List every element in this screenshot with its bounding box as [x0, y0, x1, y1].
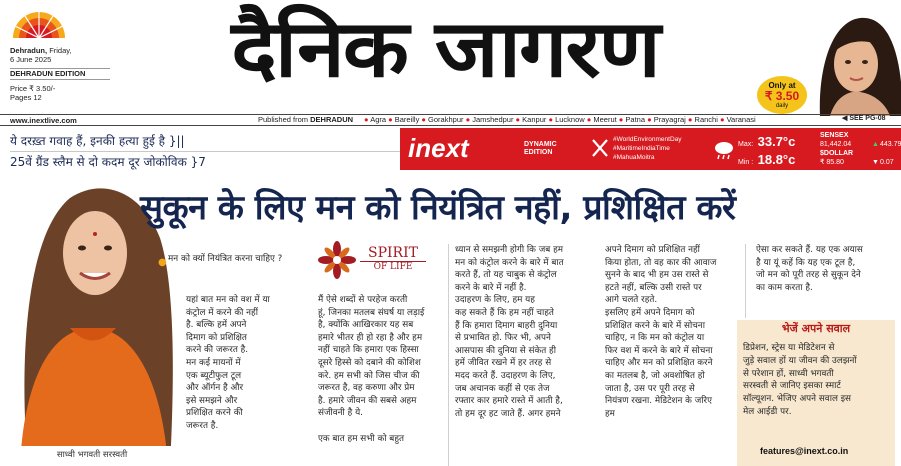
edition-line-2: EDITION — [524, 149, 553, 156]
column-4-line: आगे चलते रहते. — [605, 295, 658, 306]
column-2-line: हमारे भीतर ही हो रहा है और हम — [318, 332, 423, 343]
column-2-line: करे. हम सभी को जिस चीज की — [318, 370, 420, 381]
article-column-1 — [186, 294, 310, 433]
promo-price-badge — [757, 76, 807, 114]
column-1-line: इसे समझने और — [186, 395, 238, 406]
edition-line-1: DYNAMIC — [524, 141, 557, 148]
column-4-line: नियंत्रण रखना. मेडिटेशन के जरिए — [605, 396, 712, 407]
ask-box-title: भेजें अपने सवाल — [781, 322, 851, 335]
masthead-title: दैनिक जागरण — [231, 3, 659, 96]
publication-bar — [0, 114, 901, 126]
city-name: Bareilly — [394, 115, 420, 124]
column-2-line — [318, 420, 442, 433]
inext-logo: inext — [408, 133, 469, 163]
column-3-line: करते हैं, तो यह चाबुक से कंट्रोल — [455, 270, 557, 281]
ticker-headline-2[interactable]: 25वें ग्रैंड स्लैम से दो कदम दूर जोकोविक }7 — [10, 155, 206, 169]
dateline — [10, 46, 120, 64]
city-separator-icon: ● — [584, 115, 594, 124]
column-2-line: जरूरत है, वह करुणा और प्रेम — [318, 383, 415, 394]
edition-label: DEHRADUN EDITION — [10, 68, 110, 80]
column-2-line: मैं ऐसे शब्दों से परहेज करती — [318, 295, 408, 305]
city-name: Agra — [370, 115, 387, 124]
sensex-change: 443.79 — [880, 141, 901, 148]
ask-box-line: सरस्वती से जानिए इसका स्मार्ट — [743, 381, 841, 392]
city-separator-icon: ● — [364, 115, 371, 124]
column-2-line: नहीं चाहते कि हमारा एक हिस्सा — [318, 345, 419, 356]
column-3-line: कह सकते हैं कि हम नहीं चाहते — [455, 307, 554, 318]
article-column-2 — [318, 294, 442, 445]
column-2-line: हूं, जिनका मतलब संघर्ष या लड़ाई — [318, 307, 425, 318]
column-1-line: और ऑर्गन है और — [186, 383, 244, 394]
column-1-line: मन कई मायनों में — [186, 357, 241, 368]
spirit-logo-line-1: SPIRIT — [368, 245, 418, 261]
max-label: Max: — [738, 141, 754, 148]
price-text: Price ₹ 3.50/- — [10, 84, 56, 93]
column-3-line: से प्रभावित हो. फिर भी, अपने — [455, 333, 551, 344]
column-1-line: प्रशिक्षित करने की — [186, 408, 243, 419]
article-question: मन को क्यों नियंत्रित करना चाहिए ? — [168, 254, 283, 264]
column-rule — [448, 244, 449, 466]
city-separator-icon: ● — [463, 115, 473, 124]
column-3-line: हैं कि हमारा दिमाग बाहरी दुनिया — [455, 320, 558, 331]
column-4-line: हम — [605, 408, 615, 419]
price-block — [10, 84, 55, 102]
column-5-line: जो मन को पूरी तरह से सुकून देने — [756, 270, 861, 281]
city-separator-icon: ● — [386, 115, 395, 124]
city-name: Gorakhpur — [428, 115, 464, 124]
column-2-line: एक बात हम सभी को बहुत — [318, 433, 405, 444]
ask-box-body — [743, 342, 893, 419]
column-3-line: जब अचानक कहीं से एक तेज — [455, 383, 550, 394]
question-bullet-icon: ● — [158, 257, 167, 268]
ticker-headline-1[interactable]: ये दरख़्त गवाह हैं, इनकी हत्या हुई है }|| — [10, 131, 400, 152]
column-1-line: करने की जरूरत है. — [186, 345, 249, 356]
city-separator-icon: ● — [513, 115, 523, 124]
column-5-line: ऐसा कर सकते हैं. यह एक अयास — [756, 245, 863, 255]
dynamic-edition — [524, 141, 557, 157]
tag-2[interactable]: #MaritimeIndiaTime — [613, 145, 670, 152]
article-column-5 — [756, 244, 896, 294]
column-5-line: का काम करता है. — [756, 282, 813, 293]
column-rule — [745, 244, 746, 318]
dateline-date: 6 June 2025 — [10, 55, 52, 64]
tag-3[interactable]: #MahuaMoitra — [613, 154, 655, 161]
dollar-change: 0.07 — [880, 159, 894, 166]
column-3-line: करने के बारे में नहीं है. — [455, 282, 527, 293]
city-name: Jamshedpur — [472, 115, 514, 124]
published-from-city: DEHRADUN — [310, 115, 354, 124]
published-from — [258, 115, 353, 125]
column-2-line: है, क्योंकि आखिरकार यह सब — [318, 320, 414, 331]
city-name: Prayagraj — [653, 115, 686, 124]
ask-box-line: डिप्रेशन, स्ट्रेस या मेडिटेशन से — [743, 343, 835, 353]
city-separator-icon: ● — [546, 115, 556, 124]
promo-price: ₹ 3.50 — [764, 89, 800, 103]
jagran-sun-logo — [9, 8, 69, 38]
city-separator-icon: ● — [685, 115, 695, 124]
column-2-line: संजीवनी है ये. — [318, 408, 363, 419]
photo-caption: साध्वी भगवती सरस्वती — [0, 446, 184, 466]
x-icon — [592, 139, 608, 157]
column-1-line: दिमाग को प्रशिक्षित — [186, 332, 247, 343]
column-1-line: जरूरत है. — [186, 420, 219, 431]
see-page-link[interactable]: ◀ SEE PG-08 — [842, 115, 886, 122]
city-name: Lucknow — [555, 115, 585, 124]
column-2-line: है. हमारे जीवन की सबसे अहम — [318, 395, 417, 406]
published-from-label: Published from — [258, 115, 309, 124]
column-4-line: इसलिए हमें अपने दिमाग को — [605, 307, 695, 318]
promo-period: daily — [775, 103, 789, 109]
dateline-day: Friday, — [49, 46, 72, 55]
dateline-city: Dehradun, — [10, 46, 48, 55]
spirit-of-life-emblem — [318, 241, 356, 279]
sensex-label: SENSEX — [820, 132, 849, 139]
pages-text: Pages 12 — [10, 93, 42, 102]
weather-cloud-icon — [713, 140, 735, 160]
column-1-line: एक ब्यूटीफुल टूल — [186, 370, 242, 381]
ask-box-line: सॉल्यूशन. भेजिए अपने सवाल इस — [743, 394, 851, 405]
city-list — [364, 115, 756, 125]
column-3-line: आसपास की दुनिया से संकेत ही — [455, 345, 557, 356]
ask-box-email[interactable]: features@inext.co.in — [760, 446, 849, 456]
max-temp: 33.7°c — [757, 134, 796, 149]
article-headline: सुकून के लिए मन को नियंत्रित नहीं, प्रशिक्षित करें — [140, 188, 736, 228]
article-column-3 — [455, 244, 595, 420]
dollar-down-icon: ▼ — [872, 159, 879, 166]
sensex-up-icon: ▲ — [872, 141, 879, 148]
column-1-line: यहां बात मन को वश में या — [186, 295, 270, 305]
market-block — [820, 131, 900, 167]
column-4-line: अपने दिमाग को प्रशिक्षित नहीं — [605, 245, 700, 255]
column-3-line: मदद करते हैं. उदाहरण के लिए, — [455, 370, 556, 381]
column-4-line: का मतलब है, जो अवशोषित हो — [605, 370, 705, 381]
city-name: Kanpur — [522, 115, 547, 124]
sensex-value: 81,442.04 — [820, 141, 852, 148]
column-5-line: है या यूं कहें कि यह एक टूल है, — [756, 257, 856, 268]
column-4-line: चाहिए और मन को प्रशिक्षित करने — [605, 358, 713, 369]
column-4-line: हटते नहीं, बल्कि उसी रास्ते पर — [605, 282, 702, 293]
column-2-line: दूसरे हिस्से को दबाने की कोशिश — [318, 357, 421, 368]
column-3-line: तो हम दूर हट जाते हैं. अगर हमने — [455, 408, 561, 419]
ask-box-line: मेल आईडी पर. — [743, 406, 792, 417]
weather-block — [738, 134, 795, 170]
city-name: Meerut — [593, 115, 617, 124]
trending-tags — [613, 135, 682, 162]
ask-box-line: जुड़े सवाल हों या जीवन की उलझनों — [743, 355, 857, 366]
column-3-line: हमें जीवित रखने में हर तरह से — [455, 358, 552, 369]
article-column-4 — [605, 244, 735, 420]
tag-1[interactable]: #WorldEnvironmentDay — [613, 136, 682, 143]
column-3-line: उदाहरण के लिए, हम यह — [455, 295, 535, 306]
column-4-line: चाहिए, न कि मन को कंट्रोल या — [605, 333, 705, 344]
city-separator-icon: ● — [616, 115, 626, 124]
inext-band — [400, 128, 901, 170]
column-3-line: रफ्तार कार हमारे रास्ते में आती है, — [455, 396, 563, 407]
column-4-line: जाता है, उस पर पूरी तरह से — [605, 383, 695, 394]
column-4-line: फिर वश में करने के बारे में सोचना — [605, 345, 713, 356]
promo-only-at: Only at — [768, 81, 796, 90]
dollar-value: ₹ 85.80 — [820, 159, 844, 166]
city-name: Varanasi — [726, 115, 756, 124]
column-1-line: है. बल्कि हमें अपने — [186, 320, 247, 331]
city-name: Patna — [625, 115, 646, 124]
city-separator-icon: ● — [645, 115, 654, 124]
city-separator-icon: ● — [717, 115, 727, 124]
spirit-logo-line-2: OF LIFE — [360, 261, 426, 273]
dollar-label: $DOLLAR — [820, 150, 854, 157]
city-separator-icon: ● — [419, 115, 429, 124]
column-4-line: सुनने के बाद भी हम उस रास्ते से — [605, 270, 709, 281]
column-3-line: ध्यान से समझनी होगी कि जब हम — [455, 245, 564, 255]
column-4-line: प्रशिक्षित करने के बारे में सोचना — [605, 320, 705, 331]
city-name: Ranchi — [694, 115, 718, 124]
min-label: Min : — [738, 159, 754, 166]
website-link[interactable]: www.inextlive.com — [10, 116, 77, 125]
column-1-line: कंट्रोल में करने की नहीं — [186, 307, 258, 318]
min-temp: 18.8°c — [757, 152, 796, 167]
column-3-line: मन को कंट्रोल करने के बारे में बात — [455, 257, 564, 268]
column-4-line: किया होता, तो वह कार की आवाज — [605, 257, 717, 268]
ask-box-line: से परेशान हों, साध्वी भगवती — [743, 368, 834, 379]
